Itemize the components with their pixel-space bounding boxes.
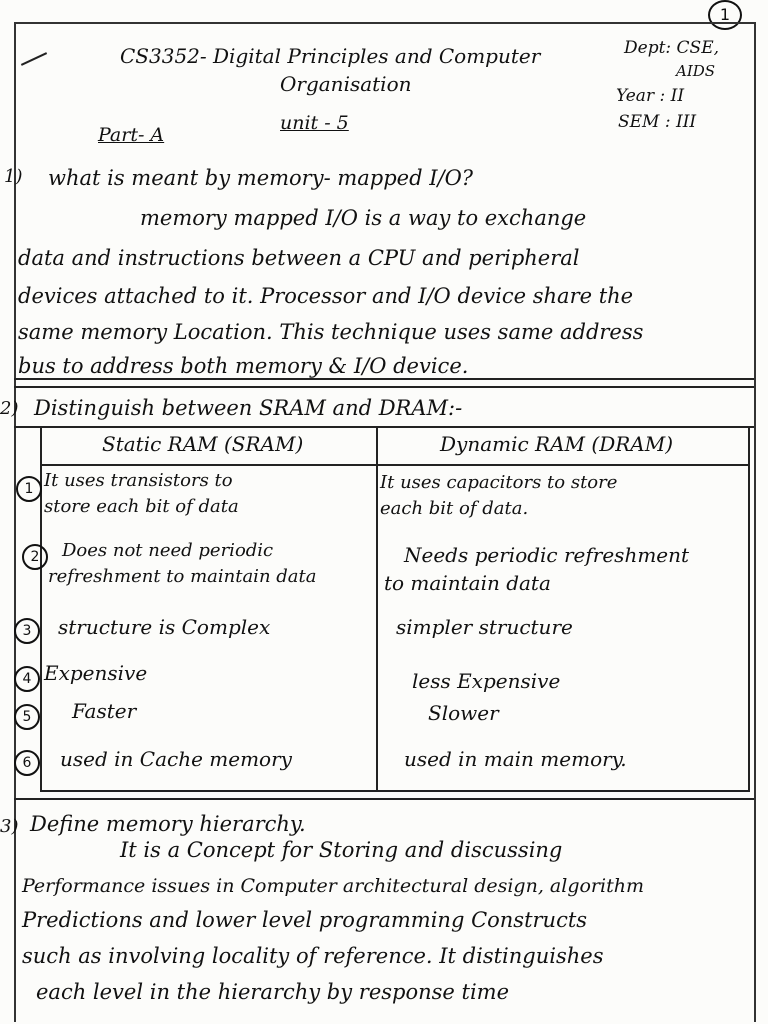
- q1-answer-line: devices attached to it. Processor and I/O device share the: [18, 284, 634, 308]
- course-title-line2: Organisation: [280, 72, 412, 96]
- dram-cell: Slower: [428, 701, 499, 725]
- q3-answer-line: It is a Concept for Storing and discussing: [120, 838, 563, 862]
- sram-cell: Faster: [72, 699, 137, 723]
- page-number: 1: [708, 0, 742, 30]
- section-divider: [14, 798, 754, 800]
- q3-answer-line: Predictions and lower level programming Constructs: [22, 908, 588, 932]
- dram-cell: simpler structure: [396, 615, 573, 639]
- q3-answer-line: Performance issues in Computer architectural design, algorithm: [22, 875, 644, 897]
- sram-cell: store each bit of data: [44, 496, 239, 517]
- dram-cell: It uses capacitors to store: [380, 472, 618, 493]
- sram-cell: Does not need periodic: [62, 540, 274, 561]
- unit-label: unit - 5: [280, 112, 349, 134]
- q2-question: Distinguish between SRAM and DRAM:-: [34, 396, 463, 420]
- col-header-sram: Static RAM (SRAM): [102, 432, 304, 456]
- q3-answer-line: each level in the hierarchy by response time: [36, 980, 510, 1004]
- q2-number: 2): [0, 398, 19, 419]
- q1-question: what is meant by memory- mapped I/O?: [48, 166, 474, 190]
- table-right-line: [748, 426, 750, 790]
- part-label: Part- A: [98, 124, 165, 146]
- year-label: Year : II: [616, 86, 685, 106]
- q3-number: 3): [0, 816, 19, 837]
- table-bottom-line: [40, 790, 750, 792]
- row-number: 1: [16, 476, 42, 502]
- sram-cell: structure is Complex: [58, 615, 271, 639]
- sram-cell: refreshment to maintain data: [48, 566, 317, 587]
- dram-cell: Needs periodic refreshment: [404, 543, 690, 567]
- section-divider: [14, 386, 754, 388]
- dram-cell: to maintain data: [384, 571, 551, 595]
- dram-cell: each bit of data.: [380, 498, 529, 519]
- q1-answer-line: memory mapped I/O is a way to exchange: [140, 206, 587, 230]
- q1-answer-line: bus to address both memory & I/O device.: [18, 354, 469, 378]
- dept-line2: AIDS: [676, 62, 716, 80]
- dept-label: Dept: CSE,: [624, 38, 720, 58]
- sem-label: SEM : III: [618, 112, 697, 132]
- course-title: CS3352- Digital Principles and Computer: [120, 44, 541, 68]
- sram-cell: It uses transistors to: [44, 470, 233, 491]
- dram-cell: less Expensive: [412, 669, 561, 693]
- q1-answer-line: same memory Location. This technique uses same address: [18, 320, 644, 344]
- sram-cell: Expensive: [44, 661, 148, 685]
- q3-answer-line: such as involving locality of reference. It distinguishes: [22, 944, 604, 968]
- table-header-line: [40, 464, 750, 466]
- row-number: 5: [14, 704, 40, 730]
- row-number: 6: [14, 750, 40, 776]
- dram-cell: used in main memory.: [404, 747, 627, 771]
- row-number: 4: [14, 666, 40, 692]
- q1-number: 1): [4, 166, 23, 187]
- table-left-line: [40, 426, 42, 790]
- col-header-dram: Dynamic RAM (DRAM): [440, 432, 674, 456]
- table-middle-line: [376, 426, 378, 790]
- q3-question: Define memory hierarchy.: [30, 812, 306, 836]
- section-divider: [14, 378, 754, 380]
- table-top-line: [14, 426, 754, 428]
- sram-cell: used in Cache memory: [60, 747, 292, 771]
- q1-answer-line: data and instructions between a CPU and peripheral: [18, 246, 580, 270]
- row-number: 3: [14, 618, 40, 644]
- row-number: 2: [22, 544, 48, 570]
